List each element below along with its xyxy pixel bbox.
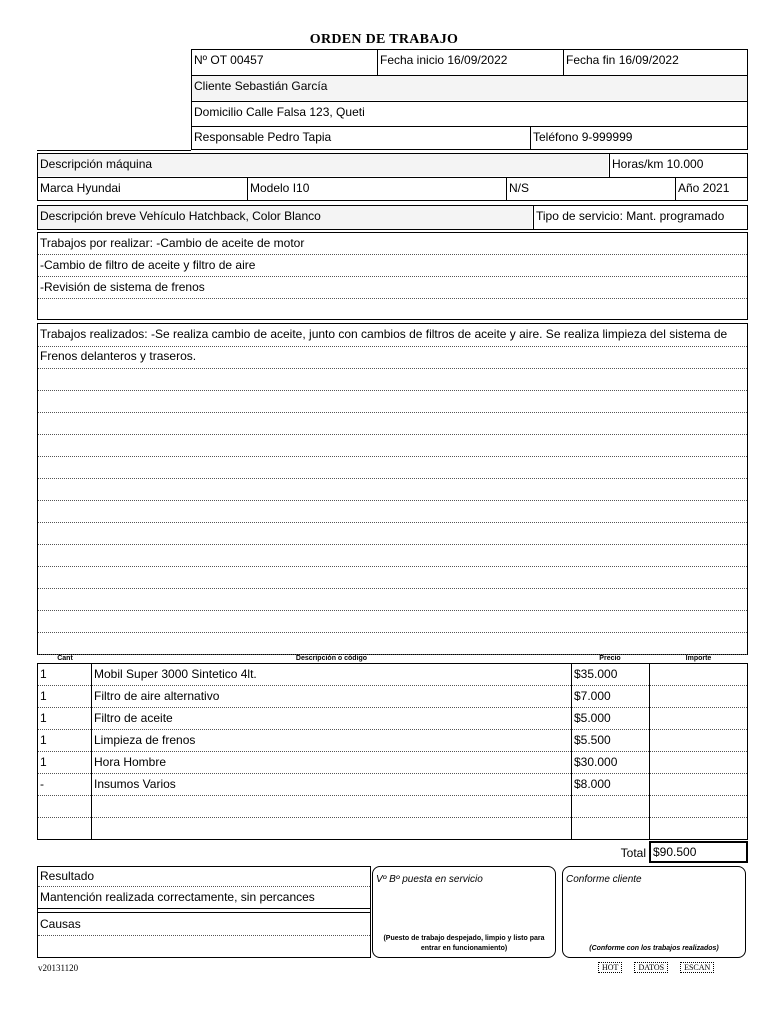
item-desc <box>92 796 570 798</box>
trabajo-pendiente-2: -Cambio de filtro de aceite y filtro de aire <box>40 258 256 272</box>
item-desc: Insumos Varios <box>94 777 176 791</box>
descripcion-maquina: Descripción máquina <box>38 154 608 176</box>
trabajo-realizado-2: Frenos delanteros y traseros. <box>40 349 197 363</box>
item-precio <box>572 796 648 798</box>
anio: Año 2021 <box>678 181 730 195</box>
vb-label: Vº Bº puesta en servicio <box>376 874 483 885</box>
item-precio: $8.000 <box>574 777 611 791</box>
item-cant: 1 <box>40 711 47 725</box>
total-label: Total <box>620 846 646 860</box>
dotted-rule <box>38 588 747 589</box>
item-importe <box>650 774 747 776</box>
item-desc: Filtro de aire alternativo <box>94 689 220 703</box>
tag-hot: HOT <box>598 962 622 973</box>
item-cant: 1 <box>40 667 47 681</box>
modelo: Modelo I10 <box>250 181 310 195</box>
item-cant <box>38 818 90 820</box>
item-desc: Filtro de aceite <box>94 711 173 725</box>
marca: Marca Hyundai <box>40 181 121 195</box>
tag-escan: ESCAN <box>680 962 714 973</box>
col-precio-header: Precio <box>599 655 621 662</box>
page-title: ORDEN DE TRABAJO <box>309 32 459 47</box>
fecha-fin: Fecha fin 16/09/2022 <box>566 53 679 67</box>
cliente: Cliente Sebastián García <box>192 76 747 100</box>
dotted-rule <box>38 566 747 567</box>
item-precio: $30.000 <box>574 755 618 769</box>
dotted-rule <box>38 412 747 413</box>
ot-number: Nº OT 00457 <box>194 53 264 67</box>
item-precio: $7.000 <box>574 689 611 703</box>
dotted-rule <box>38 522 747 523</box>
causas-label: Causas <box>40 917 81 931</box>
dotted-rule <box>38 434 747 435</box>
dotted-rule <box>38 500 747 501</box>
item-desc: Hora Hombre <box>94 755 167 769</box>
item-cant: 1 <box>40 733 47 747</box>
conforme-label: Conforme cliente <box>566 874 642 885</box>
col-descripcion-header: Descripción o código <box>295 655 368 662</box>
resultado-label: Resultado <box>40 869 95 883</box>
item-cant: 1 <box>40 689 47 703</box>
col-importe-header: Importe <box>685 655 712 662</box>
item-cant: - <box>40 777 44 791</box>
numero-serie: N/S <box>509 181 530 195</box>
item-cant: 1 <box>40 755 47 769</box>
total-value: $90.500 <box>653 845 697 859</box>
item-importe <box>650 708 747 710</box>
fecha-inicio: Fecha inicio 16/09/2022 <box>380 53 508 67</box>
item-desc: Mobil Super 3000 Sintetico 4lt. <box>94 667 257 681</box>
col-cant-header: Cant <box>57 655 73 662</box>
dotted-rule <box>38 632 747 633</box>
dotted-rule <box>38 610 747 611</box>
item-importe <box>650 752 747 754</box>
version: v20131120 <box>38 963 79 973</box>
resultado-text: Mantención realizada correctamente, sin percances <box>40 890 315 904</box>
footer-tags <box>598 962 714 973</box>
dotted-rule <box>38 456 747 457</box>
responsable: Responsable Pedro Tapia <box>194 130 332 144</box>
horas-km: Horas/km 10.000 <box>612 157 704 171</box>
item-precio: $35.000 <box>574 667 618 681</box>
dotted-rule <box>38 544 747 545</box>
item-desc: Limpieza de frenos <box>94 733 196 747</box>
trabajo-pendiente-3: -Revisión de sistema de frenos <box>40 280 205 294</box>
domicilio: Domicilio Calle Falsa 123, Queti <box>194 105 365 119</box>
dotted-rule <box>38 478 747 479</box>
dotted-rule <box>38 390 747 391</box>
trabajos-realizados-box <box>37 323 748 655</box>
item-desc <box>92 818 570 820</box>
tag-datos: DATOS <box>634 962 668 973</box>
item-precio: $5.000 <box>574 711 611 725</box>
item-importe <box>650 730 747 732</box>
trabajo-pendiente-4 <box>38 299 746 301</box>
telefono: Teléfono 9-999999 <box>533 130 633 144</box>
conforme-note: (Conforme con los trabajos realizados) <box>589 945 719 952</box>
item-importe <box>650 818 747 820</box>
descripcion-breve: Descripción breve Vehículo Hatchback, Color Blanco <box>38 206 532 229</box>
item-importe <box>650 664 747 666</box>
trabajo-realizado-1: Trabajos realizados: -Se realiza cambio de aceite, junto con cambios de filtros de aceite y aire. Se realiza limpieza del sistema de <box>40 327 728 341</box>
tipo-servicio: Tipo de servicio: Mant. programado <box>536 209 725 223</box>
item-precio <box>572 818 648 820</box>
item-cant <box>38 796 90 798</box>
trabajo-pendiente-1: Trabajos por realizar: -Cambio de aceite de motor <box>40 236 305 250</box>
item-importe <box>650 796 747 798</box>
item-importe <box>650 686 747 688</box>
item-precio: $5.500 <box>574 733 611 747</box>
dotted-rule <box>38 368 747 369</box>
vb-note: (Puesto de trabajo despejado, limpio y listo para entrar en funcionamiento) <box>383 935 545 952</box>
